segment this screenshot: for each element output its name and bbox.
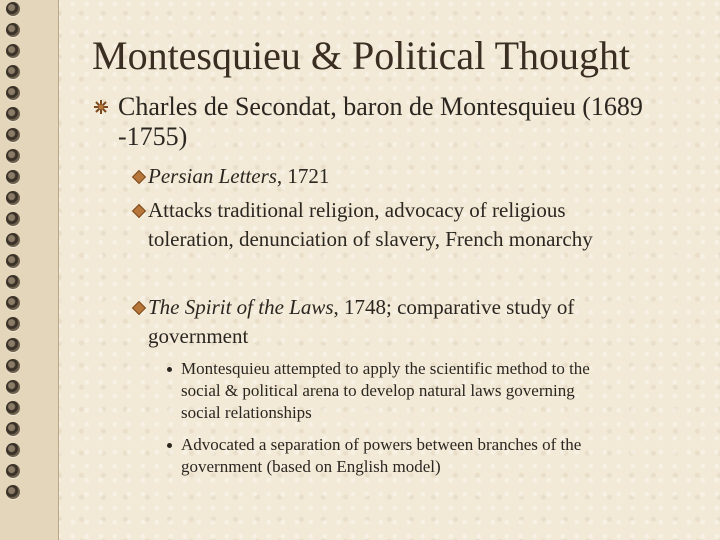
spirit-of-laws-rest: , 1748; comparative study of: [333, 295, 575, 319]
dot-bullet-icon: [167, 443, 172, 448]
point-scientific-method: [181, 358, 696, 424]
main-bullet-line1: Charles de Secondat, baron de Montesquieu (1689: [118, 92, 643, 121]
point1-line2: social & political arena to develop natural laws governing: [181, 381, 575, 400]
work-title-spirit-of-laws: The Spirit of the Laws: [148, 295, 334, 319]
slide-title: Montesquieu & Political Thought: [92, 33, 631, 78]
spirit-line2: government: [148, 324, 249, 348]
point1-line1: Montesquieu attempted to apply the scientific method to the: [181, 359, 590, 378]
persian-letters-date: , 1721: [276, 164, 330, 188]
main-bullet-line2: -1755): [118, 122, 188, 151]
diamond-bullet-icon: [132, 204, 146, 218]
sub-bullet-persian-letters: [148, 162, 693, 191]
attacks-line2: toleration, denunciation of slavery, French monarchy: [148, 227, 593, 251]
sub-bullet-attacks: [148, 196, 693, 254]
point1-line3: social relationships: [181, 403, 312, 422]
star-bullet-icon: [93, 99, 109, 115]
main-bullet-text: [118, 92, 698, 152]
point2-line2: government (based on English model): [181, 457, 441, 476]
point2-line1: Advocated a separation of powers between branches of the: [181, 435, 582, 454]
diamond-bullet-icon: [132, 170, 146, 184]
dot-bullet-icon: [167, 367, 172, 372]
work-title-persian-letters: Persian Letters: [148, 164, 277, 188]
point-separation-of-powers: [181, 434, 696, 478]
diamond-bullet-icon: [132, 301, 146, 315]
sub-bullet-spirit-of-laws: [148, 293, 693, 351]
spirit-line1: [148, 293, 693, 322]
attacks-line1: Attacks traditional religion, advocacy of religious: [148, 198, 566, 222]
